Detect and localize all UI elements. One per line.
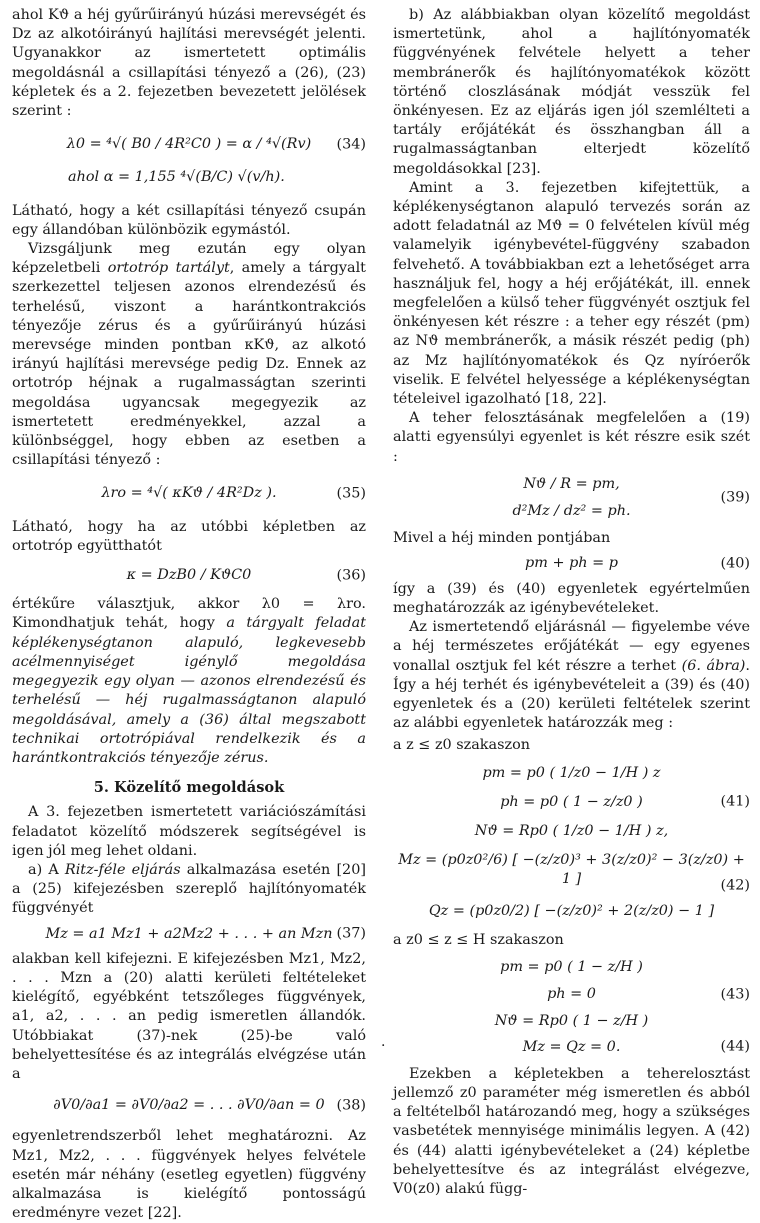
equation-line: d²Mz / dz² = ph. xyxy=(512,503,631,520)
text-run: Vizsgáljunk meg ezután egy olyan képzeletbeli xyxy=(12,241,366,277)
text-run: Az ismertetendő eljárásnál — figyelembe véve a héj természetes erőjátékát — egy egyenes vonallal osztjuk fel két részre a terhet xyxy=(393,619,750,674)
equation-number: (37) xyxy=(336,925,366,942)
equation-number: (40) xyxy=(720,555,750,572)
paragraph xyxy=(12,861,366,919)
italic-term: ortotróp tartályt xyxy=(107,260,230,277)
paragraph xyxy=(12,595,366,768)
equation-line: pm = p0 ( 1/z0 − 1/H ) z xyxy=(482,764,661,781)
paragraph xyxy=(393,618,750,733)
text-run: a) A xyxy=(28,861,65,878)
equation-line: Nϑ = Rp0 ( 1/z0 − 1/H ) z, xyxy=(474,822,669,839)
equation-line: pm = p0 ( 1 − z/H ) xyxy=(500,958,643,975)
paragraph: Ezekben a képletekben a teherelosztást jellemző z0 paraméter még ismeretlen és abból a feltételből határozandó meg, hogy a szükséges vasbetétek mennyisége minimális legyen. A (42) és (44) alatti igénybevételeket a (24) képletbe behelyettesítve és az integrálást elvégezve, V0(z0) alakú függ- xyxy=(393,1065,750,1197)
equation-35 xyxy=(12,484,366,503)
equation-body: ahol α = 1,155 ⁴√(B/C) √(v/h). xyxy=(68,169,285,186)
equation-43 xyxy=(393,958,750,1032)
equation-39 xyxy=(393,475,750,521)
paragraph: Látható, hogy a két csillapítási tényező csupán egy állandóban különbözik egymástól. xyxy=(12,202,366,238)
alpha-definition xyxy=(12,168,366,187)
equation-body: pm + ph = p xyxy=(525,555,618,572)
paragraph: egyenletrendszerből lehet meghatározni. Az Mz1, Mz2, . . . függvények helyes felvétele esetén már néhány (esetleg egyetlen) függvény alkalmazása is kielégítő pontosságú eredményre vezet [22]. xyxy=(12,1128,366,1222)
paragraph: Látható, hogy ha az utóbbi képletben az ortotróp együtthatót xyxy=(12,518,366,554)
text-run: alkalmazása esetén [20] a (25) kifejezésben szereplő hajlítónyomaték függvényét xyxy=(12,861,366,917)
equation-number: (36) xyxy=(336,567,366,584)
page-mark: · xyxy=(381,1038,386,1054)
equation-42 xyxy=(393,851,750,921)
text-run: . Így a héj terhét és igénybevételeit a (39) és (40) egyenletek és a (20) kerületi feltételek szerint az alábbi egyenletek határozzák meg : xyxy=(393,657,750,732)
equation-body: Mz = Qz = 0. xyxy=(522,1038,621,1055)
equation-37 xyxy=(12,925,366,944)
equation-number: (42) xyxy=(720,877,750,894)
text-run: értékűre választjuk, akkor λ0 = λro. Kimondhatjuk tehát, hogy xyxy=(12,596,366,632)
paragraph: így a (39) és (40) egyenletek egyértelműen meghatározzák az igénybevételeket. xyxy=(393,580,750,616)
text-run: , amely a tárgyalt szerkezettel teljesen azonos elrendezésű és terhelésű, viszont a harántkontrakciós tényezője zérus és a gyűrűirányú húzási merevsége minden pontban κKϑ, az alkotó irányú hajlítási merevsége pedig Dz. Ennek az ortotróp héjnak a rugalmasságtan szerinti megoldása ugyancsak megegyezik az ismertetett eredményekkel, azzal a különbséggel, hogy ebben az esetben a csillapítási tényező : xyxy=(12,260,366,469)
equation-number: (44) xyxy=(720,1038,750,1055)
equation-number: (43) xyxy=(720,986,750,1003)
equation-line: Nϑ / R = pm, xyxy=(523,475,620,492)
paragraph: ahol Kϑ a héj gyűrűirányú húzási merevségét és Dz az alkotóirányú hajlítási merevségét jelenti. Ugyanakkor az ismertetett optimális megoldásnál a csillapítási tényező a (26), (23) képletek és a 2. fejezetben bevezetett jelölések szerint : xyxy=(12,7,366,120)
equation-line: Nϑ = Rp0 ( 1 − z/H ) xyxy=(494,1013,649,1030)
right-column xyxy=(393,6,750,1199)
section-condition: a z0 ≤ z ≤ H szakaszon xyxy=(393,931,564,948)
equation-number: (41) xyxy=(720,793,750,810)
figure-reference: (6. ábra) xyxy=(681,657,746,674)
paragraph: Amint a 3. fejezetben kifejtettük, a képlékenységtanon alapuló tervezés során az adott feladatnál az Mϑ = 0 felvételen kívül még valamelyik igénybevétel-függvény szabadon felvehető. A továbbiakban ezt a lehetőséget arra használjuk fel, hogy a héj erőjátékát, ill. ennek megfelelően a külső teher függvényét osztjuk fel önkényesen két részre : a teher egy részét (pm) az Nϑ membránerők, a másik részét pedig (ph) az Mz hajlítónyomatékok és Qz nyíróerők viselik. E felvétel helyessége a képlékenységtan tételeivel igazolható [18, 22]. xyxy=(393,179,750,408)
paragraph: alakban kell kifejezni. E kifejezésben Mz1, Mz2, . . . Mzn a (20) alatti kerületi feltételeket kielégítő, egyébként tetszőleges függvények, a1, a2, . . . an pedig ismeretlen állandók. Utóbbiakat (37)-nek (25)-be való behelyettesítése és az integrálás elvégzése után a xyxy=(12,950,366,1082)
equation-40 xyxy=(393,554,750,573)
section-condition: a z ≤ z0 szakaszon xyxy=(393,737,530,754)
equation-38 xyxy=(12,1096,366,1115)
paragraph: A 3. fejezetben ismertetett variációszámítási feladatot közelítő módszerek segítségével is igen jól meg lehet oldani. xyxy=(12,804,366,859)
equation-41 xyxy=(393,764,750,842)
equation-line: ph = p0 ( 1 − z/z0 ) xyxy=(500,793,643,810)
equation-number: (34) xyxy=(336,136,366,153)
equation-number: (35) xyxy=(336,485,366,502)
equation-line: ph = 0 xyxy=(547,986,596,1003)
paragraph: Mivel a héj minden pontjában xyxy=(393,530,611,547)
paragraph: b) Az alábbiakban olyan közelítő megoldást ismertetünk, ahol a hajlítónyomaték függvényének felvétele helyett a teher membránerők és hajlítónyomatékok között történő closzlásának módját vesszük fel önkényesen. Ez az eljárás igen jól szemlélteti a tartály erőjátékát és összhangban áll a rugalmasságtanban elterjedt közelítő megoldásokkal [23]. xyxy=(393,7,750,177)
section-heading: 5. Közelítő megoldások xyxy=(93,779,285,797)
equation-body: λ0 = ⁴√( B0 / 4R²C0 ) = α / ⁴√(Rv) xyxy=(66,136,312,153)
equation-body: κ = DzB0 / KϑC0 xyxy=(126,567,252,584)
paragraph: A teher felosztásának megfelelően a (19) alatti egyensúlyi egyenlet is két részre esik szét : xyxy=(393,410,750,465)
equation-line: Qz = (p0z0/2) [ −(z/z0)² + 2(z/z0) − 1 ] xyxy=(428,902,715,919)
equation-number: (39) xyxy=(720,489,750,506)
equation-body: λro = ⁴√( κKϑ / 4R²Dz ). xyxy=(101,485,277,502)
equation-line: Mz = (p0z0²/6) [ −(z/z0)³ + 3(z/z0)² − 3(z/z0) + 1 ] xyxy=(398,852,745,888)
left-column xyxy=(12,6,366,1223)
equation-44 xyxy=(393,1038,750,1057)
equation-body: Mz = a1 Mz1 + a2Mz2 + . . . + an Mzn xyxy=(45,925,333,942)
equation-34 xyxy=(12,135,366,154)
italic-statement: a tárgyalt feladat képlékenységtanon alapuló, legkevesebb acélmennyiséget igénylő megoldása megegyezik egy olyan — azonos elrendezésű és terhelésű — héj rugalmasságtanon alapuló megoldásával, amely a (36) által megszabott technikai ortotrópiával rendelkezik és a harántkontrakciós tényezője zérus. xyxy=(12,615,366,766)
italic-term: Ritz-féle eljárás xyxy=(64,861,181,878)
paragraph xyxy=(12,240,366,470)
equation-body: ∂V0/∂a1 = ∂V0/∂a2 = . . . ∂V0/∂an = 0 xyxy=(53,1097,325,1114)
equation-number: (38) xyxy=(336,1097,366,1114)
equation-36 xyxy=(12,566,366,585)
